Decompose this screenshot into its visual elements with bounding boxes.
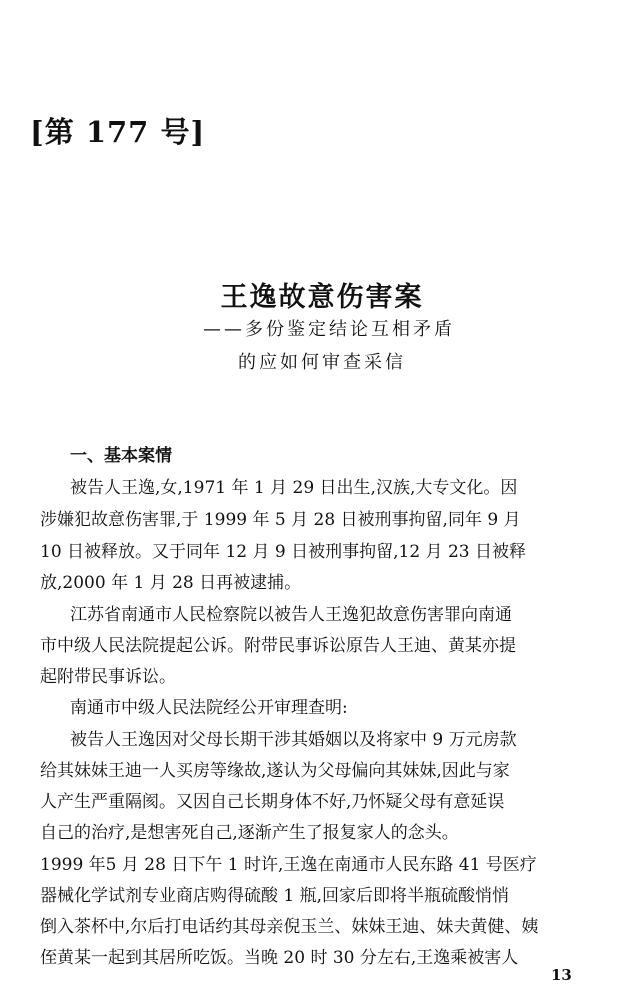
body-paragraph-line: 器械化学试剂专业商店购得硫酸 1 瓶,回家后即将半瓶硫酸悄悄 — [40, 886, 510, 906]
section-heading: 一、基本案情 — [70, 446, 172, 466]
body-paragraph-line: 倒入茶杯中,尔后打电话约其母亲倪玉兰、妹妹王迪、妹夫黄健、姨 — [40, 917, 539, 937]
body-paragraph-line: 被告人王逸因对父母长期干涉其婚姻以及将家中 9 万元房款 — [70, 730, 517, 750]
body-paragraph-line: 人产生严重隔阂。又因自己长期身体不好,乃怀疑父母有意延误 — [40, 792, 505, 812]
body-paragraph-line: 放,2000 年 1 月 28 日再被逮捕。 — [40, 573, 302, 593]
body-paragraph-line: 侄黄某一起到其居所吃饭。当晚 20 时 30 分左右,王逸乘被害人 — [40, 948, 519, 968]
case-number: [第 177 号] — [30, 115, 206, 149]
article-title: 王逸故意伤害案 — [220, 282, 424, 313]
body-paragraph-line: 江苏省南通市人民检察院以被告人王逸犯故意伤害罪向南通 — [70, 605, 512, 625]
page-number: 13 — [551, 966, 572, 984]
article-subtitle-line-1: ——多份鉴定结论互相矛盾 — [203, 319, 455, 340]
body-paragraph-line: 起附带民事诉讼。 — [40, 667, 176, 687]
body-paragraph-line: 被告人王逸,女,1971 年 1 月 29 日出生,汉族,大专文化。因 — [70, 478, 518, 498]
body-paragraph-line: 给其妹妹王迪一人买房等缘故,遂认为父母偏向其妹妹,因此与家 — [40, 761, 510, 781]
article-subtitle-line-2: 的应如何审查采信 — [238, 352, 406, 373]
body-paragraph-line: 南通市中级人民法院经公开审理查明: — [70, 698, 348, 718]
body-paragraph-line: 1999 年5 月 28 日下午 1 时许,王逸在南通市人民东路 41 号医疗 — [40, 855, 537, 875]
body-paragraph-line: 10 日被释放。又于同年 12 月 9 日被刑事拘留,12 月 23 日被释 — [40, 542, 526, 562]
body-paragraph-line: 涉嫌犯故意伤害罪,于 1999 年 5 月 28 日被刑事拘留,同年 9 月 — [40, 510, 521, 530]
body-paragraph-line: 市中级人民法院提起公诉。附带民事诉讼原告人王迪、黄某亦提 — [40, 636, 516, 656]
body-paragraph-line: 自己的治疗,是想害死自己,逐渐产生了报复家人的念头。 — [40, 823, 459, 843]
